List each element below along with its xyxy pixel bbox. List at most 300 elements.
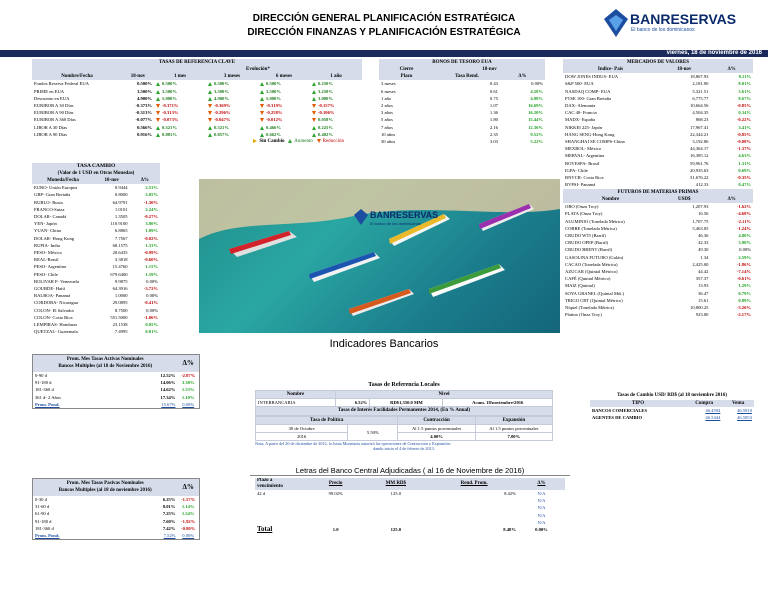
mercado-row [563,174,753,181]
futuro-row-cell: CRUDO OPEP (Barril) [565,240,609,246]
tasa-cambio-subtitle: (Valor de 1 USD en Otras Monedas) [32,170,160,177]
tasa-ref-evol-value: -0.012% [266,117,283,123]
letra-row-cell: N/A [537,498,546,504]
cambio-row-cell: 46.5444 [705,415,721,421]
arrow-down-icon [156,118,160,122]
moneda-row [32,220,160,227]
futuro-row-cell: 1,207.93 [692,204,709,210]
tasa-ref-value: -0.373% [135,103,152,109]
tasa-cambio-table [32,177,160,335]
mercado-row [563,145,753,152]
letra-row-cell [361,504,430,511]
letra-row-cell: 125.0 [390,491,402,496]
mercado-row-cell: NIKKEI 225- Japón [565,124,603,130]
arrow-down-icon [312,111,316,115]
letras-h-mm: MM RD$ [361,478,430,490]
moneda-row-cell: BALBOA- Panamá [34,293,71,299]
mercado-row-cell: 412.33 [695,182,709,188]
evolucion-header: Evolución* [154,66,362,73]
tasa-ref-row [32,124,362,131]
letra-row-cell [430,497,518,504]
tasa-ref-evol-value: -0.106% [318,110,335,116]
moneda-row [32,199,160,206]
futuro-row-cell: 2,425.00 [692,261,709,267]
ref-h-nombre: Nombre [256,391,336,399]
mercado-row-cell: 3.41% [738,124,751,130]
bonos-cierre: Cierre [379,66,434,73]
mercado-row-cell: 44,364.17 [690,146,709,152]
tasa-ref-value: 0.566% [137,124,152,130]
letra-row-cell [430,504,518,511]
cambio-row-cell: 46.5853 [737,415,752,421]
bonos-table [379,66,545,145]
fac-nota2: dando inicio el 4 de febrero de 2013. [373,446,435,452]
mercado-row-cell: -0.85% [736,103,751,109]
bono-row-cell: 2 años [381,103,393,109]
pasiva-row-cell: 1.54% [181,511,195,517]
moneda-row-cell: PESO- Argentina [34,264,66,270]
mercado-row [563,124,753,131]
moneda-row-cell: 29.0895 [112,300,128,306]
futuro-row-cell: MAIZ (Quintal) [565,283,595,289]
ref-locales-table [255,390,553,416]
futuro-row-cell: 5,463.05 [692,225,709,231]
letra-row-cell [310,519,361,526]
tasa-ref-evol-value: 0.225% [318,124,333,130]
mercado-row-cell: 59,961.76 [690,160,709,166]
letras-h-rend: Rend. Prom. [430,478,518,490]
bono-row-cell: 1 año [381,95,392,101]
pasiva-row [33,496,199,503]
futuro-row-cell: -7.14% [736,269,751,275]
letras-h-plazo-1: Plazo a [257,478,273,483]
letra-row-cell [310,504,361,511]
tasa-ref-evol [258,116,310,123]
futuro-row [563,304,753,311]
mercados-panel [563,59,753,188]
activa-row [33,386,199,393]
tasa-ref-evol [206,109,258,116]
futuro-row [563,210,753,217]
tasa-ref-evol [310,131,362,138]
pasivas-prom-label: Prom. Pond. [35,533,60,539]
tasa-ref-evol-value: 0.857% [214,131,229,137]
futuro-row-cell: CAFÉ (Quintal Métrico) [565,276,611,282]
futuro-row [563,218,753,225]
arrow-up-icon [312,126,316,130]
activa-row [33,394,199,401]
mercado-row-cell: FTSE 100- Gran Bretaña [565,95,612,101]
arrow-up-icon [260,97,264,101]
tasa-ref-evol [310,88,362,95]
pasiva-row-cell: 0-30 d [35,497,47,502]
bono-row-cell: 1.80 [489,117,498,123]
mercado-row [563,109,753,116]
moneda-row [32,249,160,256]
pasiva-row-cell: 181-360 d [35,525,54,531]
pasiva-row-cell: 61-90 d [35,511,50,517]
mercado-row-cell: MADX- España [565,117,595,123]
futuro-row-cell: 44.42 [698,269,709,275]
futuro-row-cell: 2.59% [738,254,751,260]
letra-row [255,504,565,511]
mercado-row-cell: DOW JONES INDUS- EUA [565,74,619,80]
arrow-up-icon [312,97,316,101]
bono-row [379,109,545,116]
mercado-row-cell: 0.69% [738,167,751,173]
tasa-ref-evol-value: 3.500% [214,88,229,94]
futuro-row-cell: AZUCAR (Quintal Métrico) [565,269,618,275]
mercado-row-cell: 5.61% [738,88,751,94]
tasa-ref-evol-value: -0.369% [214,103,231,109]
letra-row [255,497,565,504]
futuro-row-cell: -1.86% [736,261,751,267]
fac-h-contraccion: Contracción [398,416,475,424]
tasa-ref-value: 0.500% [137,81,152,87]
arrow-up-icon [260,82,264,86]
moneda-row [32,227,160,234]
bono-row-cell: 0.43 [489,81,498,87]
bono-row-cell: 1.07 [489,103,498,109]
letras-total-precio: 1.0 [332,527,339,533]
tasa-ref-name: EURIBOR A 360 Días [34,117,76,123]
moneda-row-cell: 64.3916 [112,286,128,292]
tasa-ref-name: PRIME en EUA [34,88,65,94]
col-6meses: 6 meses [258,73,310,80]
futuro-row [563,311,753,318]
bonos-h-plazo: Plazo [379,73,434,80]
activa-row-cell: 361 d- 2 Años [35,394,61,400]
futuro-row-cell: ORO (Onza Troy) [565,204,599,210]
moneda-row-cell: 0.9444 [114,185,128,191]
futuro-row-cell: 42.33 [698,240,709,246]
bono-row [379,102,545,109]
tasa-ref-name: LIBOR A 30 Días [34,124,68,130]
bonos-panel [379,59,545,145]
legend-aumento: Aumento [294,139,313,145]
mercado-row [563,181,753,188]
pasivas-h-delta: Δ% [177,479,199,496]
tasa-ref-evol-value: 3.500% [162,88,177,94]
logo-tagline: El banco de los dominicanos [631,27,695,33]
moneda-row [32,184,160,191]
cambio-row [590,407,754,414]
pasiva-row-cell: 7.42% [162,525,176,531]
bono-row [379,88,545,95]
tasa-ref-row [32,102,362,109]
mercados-table [563,66,753,188]
moneda-row-cell: QUETZAL- Guatemala [34,329,78,335]
mercado-row-cell: IGPA- Chile [565,167,588,173]
bonos-fecha: 18-nov [434,66,545,73]
arrow-up-icon [208,82,212,86]
mercado-row [563,102,753,109]
letras-total-label: Total [257,526,273,534]
arrow-down-icon [260,111,264,115]
futuro-row-cell: CRUDO BRENT (Barril) [565,247,613,253]
bono-row-cell: 15.44% [528,117,543,123]
moneda-row [32,292,160,299]
bono-row-cell: 9.52% [530,131,543,137]
mercado-row-cell: 16,385.12 [690,153,709,159]
tasa-ref-evol-value: 3.250% [318,88,333,94]
letra-row-cell: N/A [537,519,546,525]
moneda-row-cell: PESO- Chile [34,271,58,277]
fac-h-expansion: Expansión [475,416,552,424]
mercado-row-cell: 22,344.21 [690,131,709,137]
moneda-row-cell: BOLIVAR F- Venezuela [34,278,79,284]
moneda-row-cell: 6.8865 [114,228,128,234]
pasivas-table [33,479,199,539]
letra-row-cell: N/A [537,505,546,511]
tasa-ref-name: LIBOR A 90 Días [34,131,68,137]
bono-row [379,116,545,123]
activa-row-cell: 17.34% [160,394,176,400]
moneda-row-cell: PESO- México [34,250,62,256]
tasa-ref-evol [206,131,258,138]
activa-row-cell: 1.53% [181,387,195,393]
futuro-row-cell: 46.36 [698,233,709,239]
mercados-h-fecha: 18-nov [658,66,710,73]
letra-row-cell: N/A [537,512,546,518]
moneda-row-cell: COLON- Costa Rica [34,314,73,320]
activas-title1: Prom. Mes Tasas Activas Nominales [33,355,177,363]
tasa-ref-evol-value: -0.047% [214,117,231,123]
col-fecha: 18-nov [122,73,154,80]
moneda-row-cell: 110.9100 [110,221,128,227]
futuro-row [563,246,753,253]
tasa-ref-evol-value: -0.157% [318,103,335,109]
letra-row-cell [361,497,430,504]
mercado-row [563,152,753,159]
moneda-row-cell: 1.15% [145,264,158,270]
futuro-row-cell: 13.93 [698,283,709,289]
page-title: DIRECCIÓN GENERAL PLANIFICACIÓN ESTRATÉGICA [252,13,516,24]
letra-row-cell [361,519,430,526]
arrow-down-icon [208,111,212,115]
tasa-ref-evol-value: -0.258% [266,110,283,116]
bono-row-cell: 0.61 [489,88,498,94]
mercados-h-indice: Índice- País [563,66,658,73]
moneda-row [32,299,160,306]
arrow-up-icon [208,126,212,130]
letras-total-mm: 125.0 [390,527,402,533]
tasa-ref-evol-value: 0.466% [266,124,281,130]
moneda-row-cell: 15.4760 [112,264,128,270]
col-nombre: Nombre/Fecha [32,73,122,80]
moneda-row-cell: 64.9791 [112,199,128,205]
pasiva-row [33,525,199,532]
futuro-row [563,254,753,261]
activas-h-delta: Δ% [177,355,199,372]
mercados-h-delta: Δ% [710,66,753,73]
moneda-row-cell: 7.7567 [114,235,128,241]
tasa-ref-evol [154,116,206,123]
futuro-row-cell: 923.00 [695,312,709,318]
pasiva-row-cell: 31-60 d [35,504,50,510]
arrow-down-icon [312,118,316,122]
cambio-usd-table [590,400,754,422]
moneda-row-cell: 3.90% [145,221,158,227]
moneda-row-cell: 1.3505 [114,214,128,220]
moneda-row [32,242,160,249]
interbancaria-name: INTERBANCARIA [256,399,336,407]
bono-row-cell: 2.16 [489,124,498,130]
tasas-pasivas-panel [32,478,200,540]
tasa-ref-name: Fondos Reserva Federal EUA [34,81,89,87]
futuro-row-cell: 1.34 [700,254,709,260]
pasiva-row [33,510,199,517]
bono-row [379,124,545,131]
letras-total-rend: 8.48% [503,527,516,533]
tasa-ref-row [32,109,362,116]
tasa-ref-evol [206,88,258,95]
aumento-icon [288,139,292,143]
tasa-ref-evol [310,95,362,102]
mercado-row-cell: MEXBOL- México [565,146,602,152]
cambio-row-cell: 46.4594 [705,408,721,414]
letra-row-cell: N/A [537,491,546,496]
arrow-up-icon [156,133,160,137]
moneda-row-cell: 8.7500 [114,307,128,313]
tasa-ref-value: 3.500% [137,88,152,94]
arrow-up-icon [156,126,160,130]
pasiva-row-cell: -1.57% [181,497,196,502]
bono-row-cell: 6 meses [381,88,396,94]
letra-row-cell [310,512,361,519]
activa-row-cell: 14.62% [160,387,176,393]
mercados-title: MERCADOS DE VALORES [563,59,753,66]
tasas-activas-panel [32,354,200,409]
logo-name: BANRESERVAS [630,11,737,27]
bono-row-cell: 10 años [381,131,396,137]
legend-reduccion: Reducción [322,139,344,145]
reduccion-icon [317,139,321,143]
futuro-row-cell: 49.30 [698,247,709,253]
tasa-ref-value: 4.900% [137,95,152,101]
moneda-row [32,328,160,335]
letras-total-delta: 0.00% [535,527,548,533]
moneda-row-cell: 551.5000 [110,314,128,320]
moneda-row-cell: 0.05% [145,322,158,328]
bono-row-cell: 12.36% [528,124,543,130]
activa-row-cell: -2.87% [181,373,196,378]
mercado-row-cell: 3,192.86 [692,139,709,145]
arrow-up-icon [260,90,264,94]
mercado-row-cell: NASDAQ COMP- EUA [565,88,611,94]
tasa-ref-evol [154,80,206,87]
mercado-row-cell: 20,935.63 [690,167,709,173]
tasa-ref-evol [258,109,310,116]
futuro-row-cell: ALUMINIO (Tonelada Métrica) [565,218,625,224]
col-1ano: 1 año [310,73,362,80]
mercado-row-cell: 17,967.41 [690,124,709,130]
tasa-ref-evol [258,80,310,87]
fac-contraccion-valor: 4.00% [398,433,475,441]
mercado-row-cell: -0.22% [736,117,751,123]
moneda-row-cell: 9.9875 [114,278,128,284]
tasa-ref-evol-value: 3.000% [318,95,333,101]
date-band: viernes, 18 de noviembre de 2016 [0,50,768,57]
moneda-row-cell: 1.09% [145,228,158,234]
cambio-row [590,414,754,421]
arrow-up-icon [208,133,212,137]
tasa-ref-name: EURIBOR A 90 Días [34,110,74,116]
pasiva-row-cell: 7.25% [162,511,176,517]
banreservas-logo [604,9,628,39]
futuro-row-cell: -0.61% [736,276,751,282]
mercado-row-cell: 0.34% [738,110,751,116]
pasivas-prom-delta: 0.00% [182,533,195,539]
tasa-ref-row [32,131,362,138]
bonos-title: BONOS DE TESORO EUA [379,59,545,66]
moneda-row-cell: -0.27% [143,214,158,220]
futuro-row [563,225,753,232]
cu-h-tipo: TIPO [590,400,686,407]
tasa-ref-evol [154,109,206,116]
letras-panel [255,478,565,533]
bono-row-cell: 30 años [381,139,396,145]
moneda-row-cell: 679.6400 [110,271,128,277]
fac-h-politica: Tasa de Política [256,416,398,424]
mercado-row-cell: 5,321.51 [692,88,709,94]
fac-nota: Nota: A partir del 20 de diciembre de 2012, la Junta Monetaria autorizó las operaciones de Contracción y Expansión, [255,441,451,447]
tasa-ref-evol [206,80,258,87]
letra-row [255,490,565,497]
mercado-row [563,131,753,138]
letra-row [255,512,565,519]
tasa-ref-evol-value: -0.313% [162,110,179,116]
tasas-referencia-panel [32,59,362,144]
moneda-row-cell: CORDOBA- Nicaragua [34,300,79,306]
moneda-row-cell: 3.3818 [114,257,128,263]
moneda-row [32,256,160,263]
ref-locales-title: Tasas de Referencia Locales [368,382,440,388]
letras-h-plazo-2: vencimiento [257,484,283,489]
bono-row [379,95,545,102]
tasa-ref-evol [154,131,206,138]
pasiva-row-cell: 8.01% [162,504,176,510]
mercado-row [563,167,753,174]
mercado-row-cell: -0.35% [736,175,751,181]
moneda-row [32,307,160,314]
tasa-ref-evol-value: -0.296% [214,110,231,116]
mercado-row-cell: 10,664.56 [690,103,709,109]
tasa-ref-evol-value: 0.881% [162,131,177,137]
mercado-row [563,73,753,80]
futuro-row-cell: CRUDO WTI (Barril) [565,233,606,239]
activa-row-cell: 0-90 d [35,373,47,378]
bono-row-cell: 4.98% [530,95,543,101]
futuro-row-cell: -3.26% [736,305,751,311]
bono-row [379,131,545,138]
letras-h-delta: Δ% [518,478,565,490]
mercado-row [563,88,753,95]
tasa-ref-evol-value: -0.319% [266,103,283,109]
bonos-h-delta: Δ% [500,73,545,80]
tasas-referencia-table [32,66,362,138]
activas-title2: Bancos Multiples (al 18 de Noviembre 2016) [33,363,177,372]
tasa-ref-evol [154,88,206,95]
arrow-up-icon [156,82,160,86]
moneda-row-cell: COLON- El Salvador [34,307,75,313]
arrow-down-icon [208,104,212,108]
bono-row [379,138,545,145]
futuro-row [563,261,753,268]
pasiva-row-cell: 91-180 d [35,518,52,524]
futuro-row-cell: Níquel (Tonelada Métrica) [565,305,614,311]
tasa-ref-evol-value: 0.500% [214,81,229,87]
